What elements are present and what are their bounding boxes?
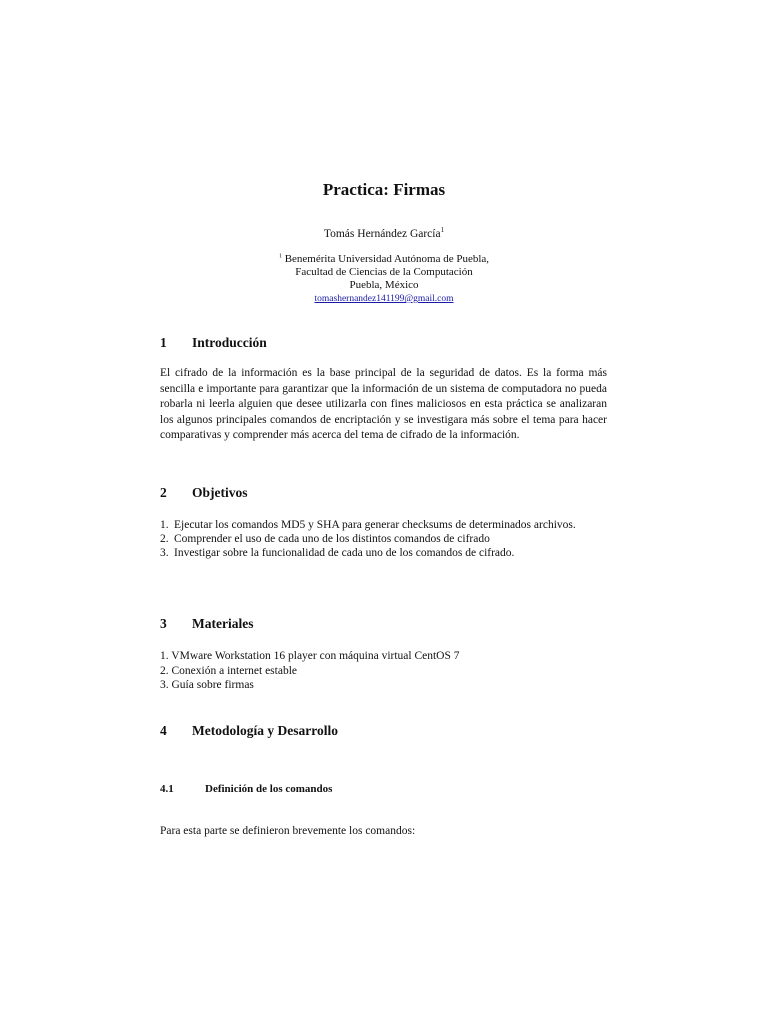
document-title: Practica: Firmas [322, 180, 446, 199]
section-number: 4 [160, 723, 167, 738]
section-title: Metodología y Desarrollo [192, 723, 338, 738]
methodology-paragraph: Para esta parte se definieron brevemente los comandos: [160, 825, 416, 837]
section-heading-introduccion [160, 335, 267, 351]
affiliation-line-2: Facultad de Ciencias de la Computación [295, 266, 473, 278]
author-line [0, 228, 768, 240]
section-heading-materiales [160, 616, 253, 632]
list-item: 2. Conexión a internet estable [160, 664, 298, 677]
section-number: 2 [160, 485, 167, 500]
list-item: 2. Comprender el uso de cada uno de los distintos comandos de cifrado [160, 533, 490, 545]
author-name: Tomás Hernández García [323, 228, 441, 240]
list-item: 3. Investigar sobre la funcionalidad de cada uno de los comandos de cifrado. [160, 547, 515, 559]
objectives-list [160, 518, 607, 560]
list-item: 1. Ejecutar los comandos MD5 y SHA para generar checksums de determinados archivos. [160, 519, 576, 531]
subsection-title: Definición de los comandos [205, 783, 333, 795]
author-footnote-mark: 1 [440, 226, 445, 235]
author-email-link[interactable]: tomashernandez141199@gmail.com [314, 294, 454, 304]
list-item: 1. VMware Workstation 16 player con máquina virtual CentOS 7 [160, 650, 460, 662]
subsection-number: 4.1 [160, 783, 174, 795]
affiliation-line-1: $^1$ Benemérita Universidad Autónoma de Puebla, [278, 253, 490, 265]
section-number: 1 [160, 335, 167, 350]
list-item: 3. Guía sobre firmas [160, 679, 254, 691]
intro-paragraph: El cifrado de la información es la base principal de la seguridad de datos. Es la forma más sencilla e importante para garantizar que la información de un sistema de computadora no pueda robarla ni leerla alguien que desee utilizarla con fines maliciosos en esta práctica se analizaran los algunos principales comandos de encriptación y se investigara más sobre el tema para hacer comparativas y comprender más acerca del tema de cifrado de la información. [160, 367, 607, 441]
affiliation-mark: 1 [278, 253, 282, 260]
section-title: Objetivos [192, 485, 248, 500]
section-heading-objetivos [160, 485, 248, 501]
section-title: Materiales [192, 616, 254, 631]
section-heading-metodologia [160, 723, 338, 739]
section-number: 3 [160, 616, 167, 631]
materials-list [160, 649, 607, 693]
subsection-heading-definicion [160, 783, 332, 795]
affiliation-block [0, 253, 768, 306]
affiliation-line-3: Puebla, México [349, 279, 419, 291]
section-title: Introducción [192, 335, 267, 350]
